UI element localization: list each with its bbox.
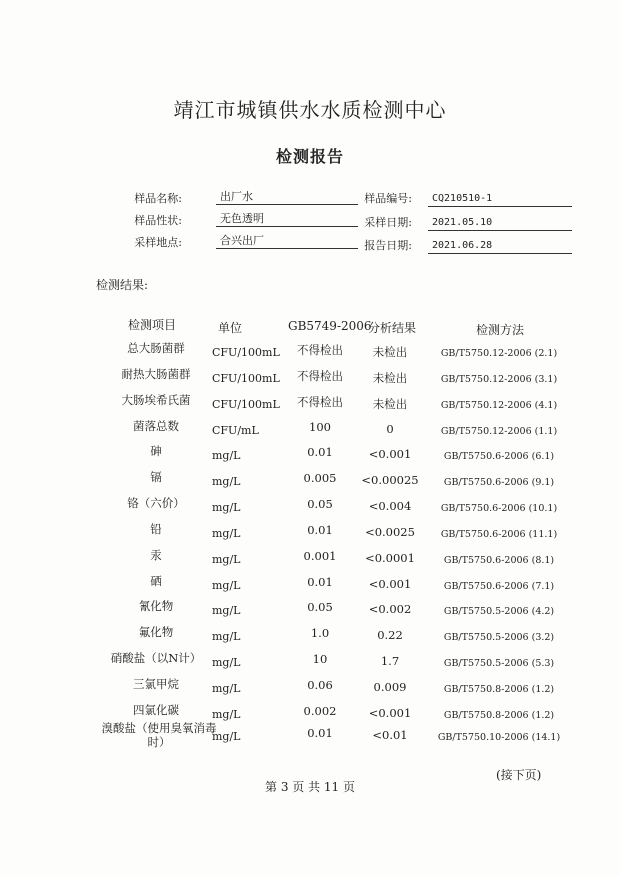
row-item-name: 总大肠菌群 bbox=[127, 341, 185, 355]
row-standard-limit: 0.05 bbox=[307, 497, 333, 511]
row-unit: mg/L bbox=[212, 449, 241, 462]
row-item-name: 铬（六价） bbox=[127, 496, 185, 510]
row-item-name: 三氯甲烷 bbox=[133, 677, 179, 691]
row-result: <0.00025 bbox=[361, 473, 419, 487]
row-item-name: 溴酸盐（使用臭氧消毒 bbox=[101, 721, 217, 735]
row-item-name: 砷 bbox=[150, 444, 162, 458]
row-item-name: 四氯化碳 bbox=[133, 703, 179, 717]
row-unit: mg/L bbox=[212, 475, 241, 488]
row-result: <0.004 bbox=[368, 499, 412, 513]
row-item-name: 菌落总数 bbox=[133, 419, 179, 433]
row-method: GB/T5750.8-2006 (1.2) bbox=[443, 684, 555, 695]
row-unit: mg/L bbox=[212, 553, 241, 566]
row-unit: mg/L bbox=[212, 656, 241, 669]
site-value: 合兴出厂 bbox=[216, 234, 358, 249]
row-standard-limit: 0.002 bbox=[303, 704, 337, 718]
row-standard-limit: 0.06 bbox=[307, 678, 333, 692]
row-unit: mg/L bbox=[212, 527, 241, 540]
header-standard: GB5749-2006 bbox=[288, 319, 372, 333]
sample-name-label: 样品名称: bbox=[134, 192, 182, 205]
org-name: 靖江市城镇供水水质检测中心 bbox=[173, 98, 447, 122]
row-unit: mg/L bbox=[212, 579, 241, 592]
row-unit: CFU/100mL bbox=[212, 346, 280, 359]
row-method: GB/T5750.6-2006 (9.1) bbox=[443, 477, 555, 488]
row-standard-limit: 0.01 bbox=[307, 726, 333, 740]
sampling-date-label: 采样日期: bbox=[364, 216, 412, 229]
report-date-label: 报告日期: bbox=[364, 239, 412, 252]
sample-no-value: CQ210510-1 bbox=[428, 192, 572, 207]
row-unit: mg/L bbox=[212, 604, 241, 617]
row-result: 未检出 bbox=[372, 345, 408, 359]
row-standard-limit: 不得检出 bbox=[297, 369, 343, 383]
row-standard-limit: 不得检出 bbox=[297, 343, 343, 357]
row-unit: CFU/mL bbox=[212, 424, 259, 437]
site-label: 采样地点: bbox=[134, 236, 182, 249]
row-item-name: 铅 bbox=[150, 522, 162, 536]
row-item-name: 时） bbox=[147, 735, 171, 749]
row-method: GB/T5750.12-2006 (4.1) bbox=[440, 400, 558, 411]
row-unit: mg/L bbox=[212, 708, 241, 721]
sample-prop-label: 样品性状: bbox=[134, 214, 182, 227]
row-standard-limit: 0.01 bbox=[307, 445, 333, 459]
header-unit: 单位 bbox=[218, 321, 243, 335]
row-item-name: 镉 bbox=[150, 470, 162, 484]
row-result: <0.0001 bbox=[365, 551, 415, 565]
row-result: <0.002 bbox=[368, 602, 412, 616]
row-item-name: 大肠埃希氏菌 bbox=[121, 393, 191, 407]
row-item-name: 氟化物 bbox=[138, 625, 174, 639]
report-date-value: 2021.06.28 bbox=[428, 239, 572, 254]
page-number: 第 3 页 共 11 页 bbox=[265, 780, 355, 794]
row-unit: mg/L bbox=[212, 630, 241, 643]
results-label: 检测结果: bbox=[96, 278, 149, 292]
row-unit: mg/L bbox=[212, 730, 241, 743]
row-unit: CFU/100mL bbox=[212, 372, 280, 385]
row-standard-limit: 1.0 bbox=[310, 626, 330, 640]
row-result: 1.7 bbox=[380, 654, 400, 668]
row-result: <0.01 bbox=[372, 728, 408, 742]
sample-no-label: 样品编号: bbox=[364, 192, 412, 205]
row-result: <0.0025 bbox=[365, 525, 415, 539]
row-result: 未检出 bbox=[372, 371, 408, 385]
row-unit: CFU/100mL bbox=[212, 398, 280, 411]
header-method: 检测方法 bbox=[476, 323, 525, 337]
row-method: GB/T5750.6-2006 (8.1) bbox=[443, 555, 555, 566]
row-method: GB/T5750.5-2006 (3.2) bbox=[443, 632, 555, 643]
row-method: GB/T5750.6-2006 (11.1) bbox=[440, 529, 558, 540]
header-item: 检测项目 bbox=[128, 318, 177, 332]
report-title: 检测报告 bbox=[275, 147, 344, 166]
row-standard-limit: 0.05 bbox=[307, 600, 333, 614]
row-item-name: 汞 bbox=[150, 548, 162, 562]
row-unit: mg/L bbox=[212, 501, 241, 514]
sampling-date-value: 2021.05.10 bbox=[428, 216, 572, 231]
row-result: 未检出 bbox=[372, 397, 408, 411]
continued-note: (接下页) bbox=[496, 768, 542, 782]
row-standard-limit: 0.005 bbox=[303, 471, 337, 485]
row-result: <0.001 bbox=[368, 577, 412, 591]
row-item-name: 氰化物 bbox=[138, 599, 174, 613]
row-method: GB/T5750.6-2006 (6.1) bbox=[443, 451, 555, 462]
row-item-name: 硝酸盐（以N计） bbox=[110, 651, 202, 665]
row-result: 0 bbox=[386, 422, 394, 436]
row-method: GB/T5750.12-2006 (3.1) bbox=[440, 374, 558, 385]
row-result: <0.001 bbox=[368, 706, 412, 720]
row-item-name: 耐热大肠菌群 bbox=[121, 367, 191, 381]
row-unit: mg/L bbox=[212, 682, 241, 695]
row-standard-limit: 0.01 bbox=[307, 523, 333, 537]
header-result: 分析结果 bbox=[368, 321, 417, 335]
row-result: <0.001 bbox=[368, 447, 412, 461]
row-method: GB/T5750.5-2006 (5.3) bbox=[443, 658, 555, 669]
sample-prop-value: 无色透明 bbox=[216, 212, 358, 227]
row-method: GB/T5750.6-2006 (7.1) bbox=[443, 581, 555, 592]
row-method: GB/T5750.12-2006 (1.1) bbox=[440, 426, 558, 437]
row-standard-limit: 10 bbox=[312, 652, 328, 666]
row-result: 0.009 bbox=[373, 680, 407, 694]
row-standard-limit: 0.01 bbox=[307, 575, 333, 589]
row-standard-limit: 不得检出 bbox=[297, 395, 343, 409]
row-method: GB/T5750.10-2006 (14.1) bbox=[437, 732, 561, 743]
sample-name-value: 出厂水 bbox=[216, 190, 358, 205]
row-method: GB/T5750.12-2006 (2.1) bbox=[440, 348, 558, 359]
row-standard-limit: 0.001 bbox=[303, 549, 337, 563]
row-method: GB/T5750.6-2006 (10.1) bbox=[440, 503, 558, 514]
row-item-name: 硒 bbox=[150, 574, 162, 588]
row-method: GB/T5750.8-2006 (1.2) bbox=[443, 710, 555, 721]
row-standard-limit: 100 bbox=[309, 420, 331, 434]
row-result: 0.22 bbox=[377, 628, 403, 642]
row-method: GB/T5750.5-2006 (4.2) bbox=[443, 606, 555, 617]
